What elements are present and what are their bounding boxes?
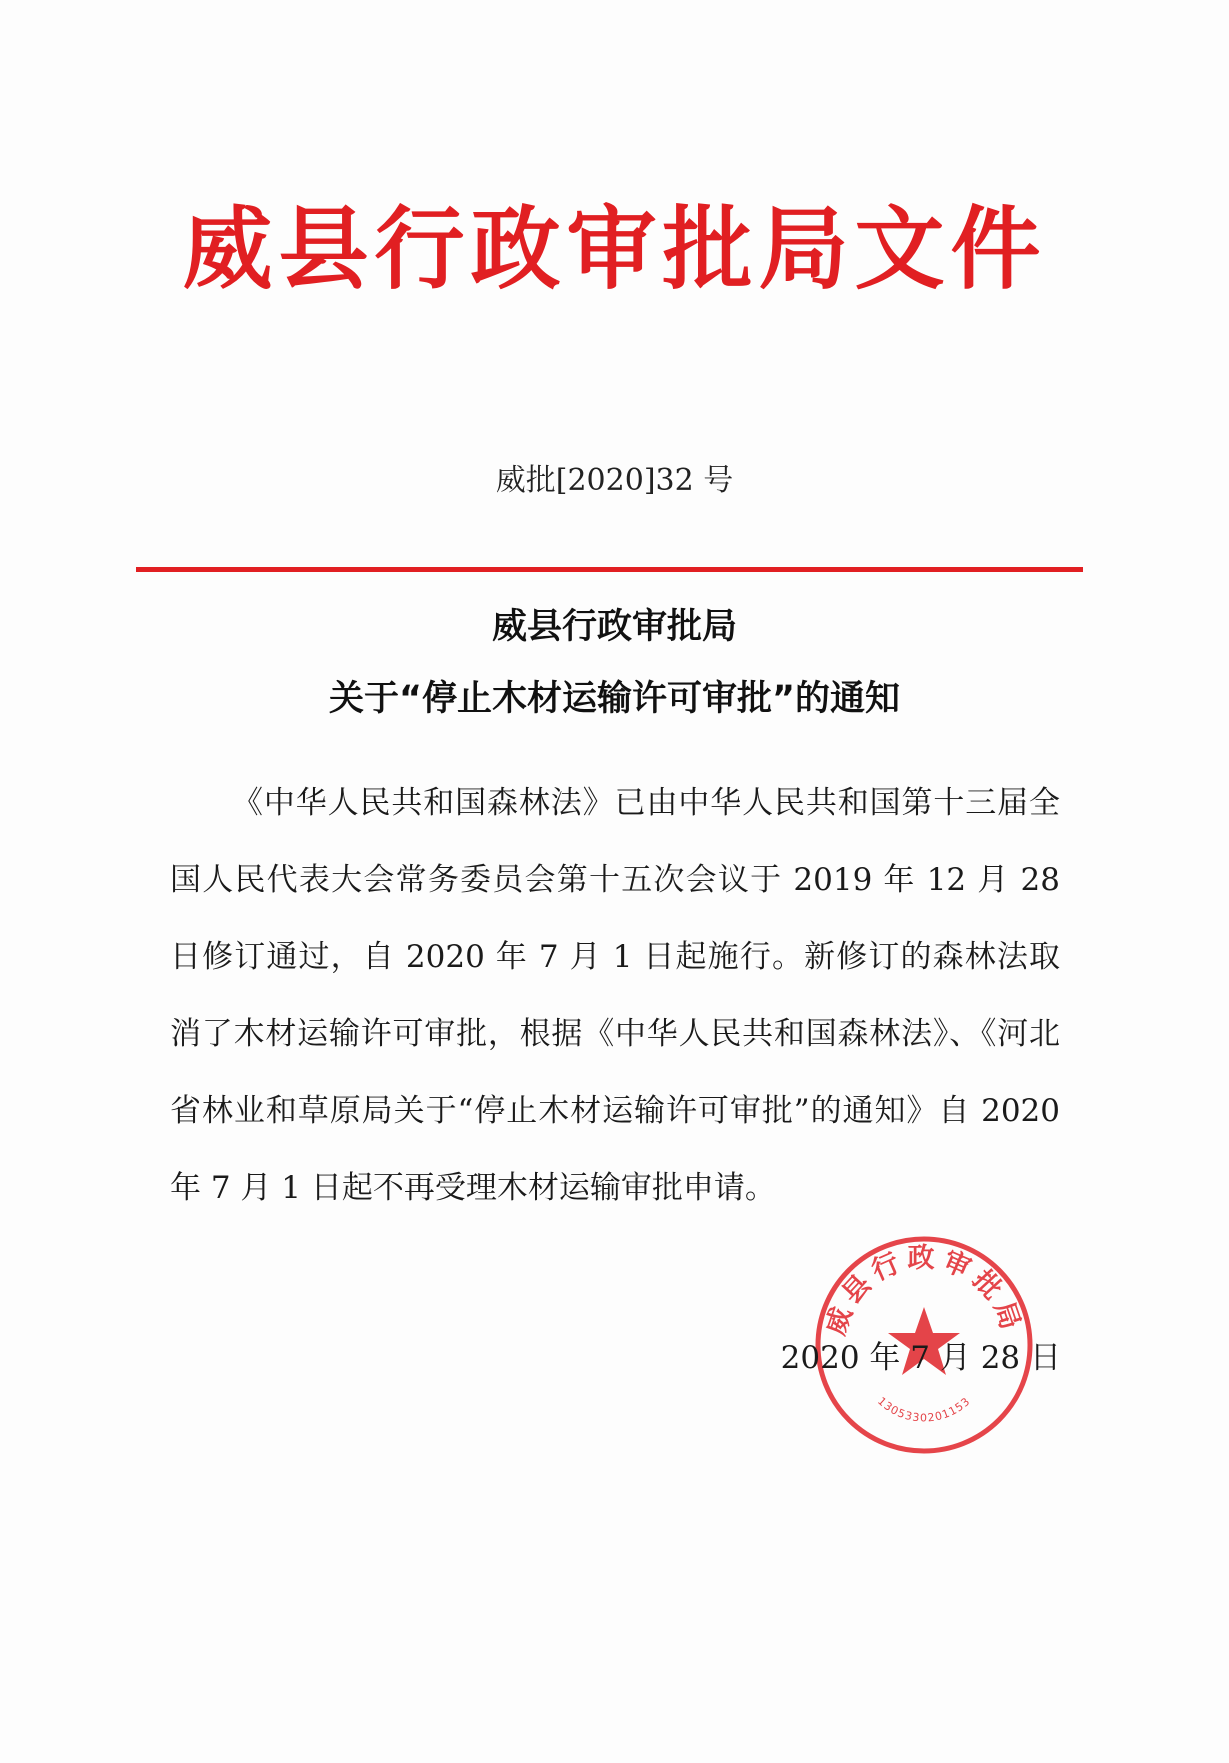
document-masthead: 威县行政审批局文件 — [182, 197, 1047, 302]
seal-code: 1305330201153 — [875, 1394, 973, 1425]
notice-body — [170, 765, 1060, 1227]
seal-text: 威县行政审批局 — [820, 1243, 1028, 1340]
issue-date: 2020 年 7 月 28 日 — [780, 1340, 1061, 1376]
document-number: 威批[2020]32 号 — [495, 463, 734, 498]
red-divider-line — [136, 567, 1083, 572]
notice-issuer-title: 威县行政审批局 — [491, 607, 737, 647]
svg-text:1305330201153 — [875, 1395, 973, 1425]
notice-subject-title: 关于“停止木材运输许可审批”的通知 — [328, 679, 900, 719]
body-paragraph: 《中华人民共和国森林法》已由中华人民共和国第十三届全国人民代表大会常务委员会第十五次会议于 2019 年 12 月 28 日修订通过，自 2020 年 7 月 1 日起施行。新修订的森林法取消了木材运输许可审批，根据《中华人民共和国森林法》、《河北省林业和草原局关于“停止木材运输许可审批”的通知》自 2020 年 7 月 1 日起不再受理木材运输审批申请。 — [170, 785, 1060, 1206]
